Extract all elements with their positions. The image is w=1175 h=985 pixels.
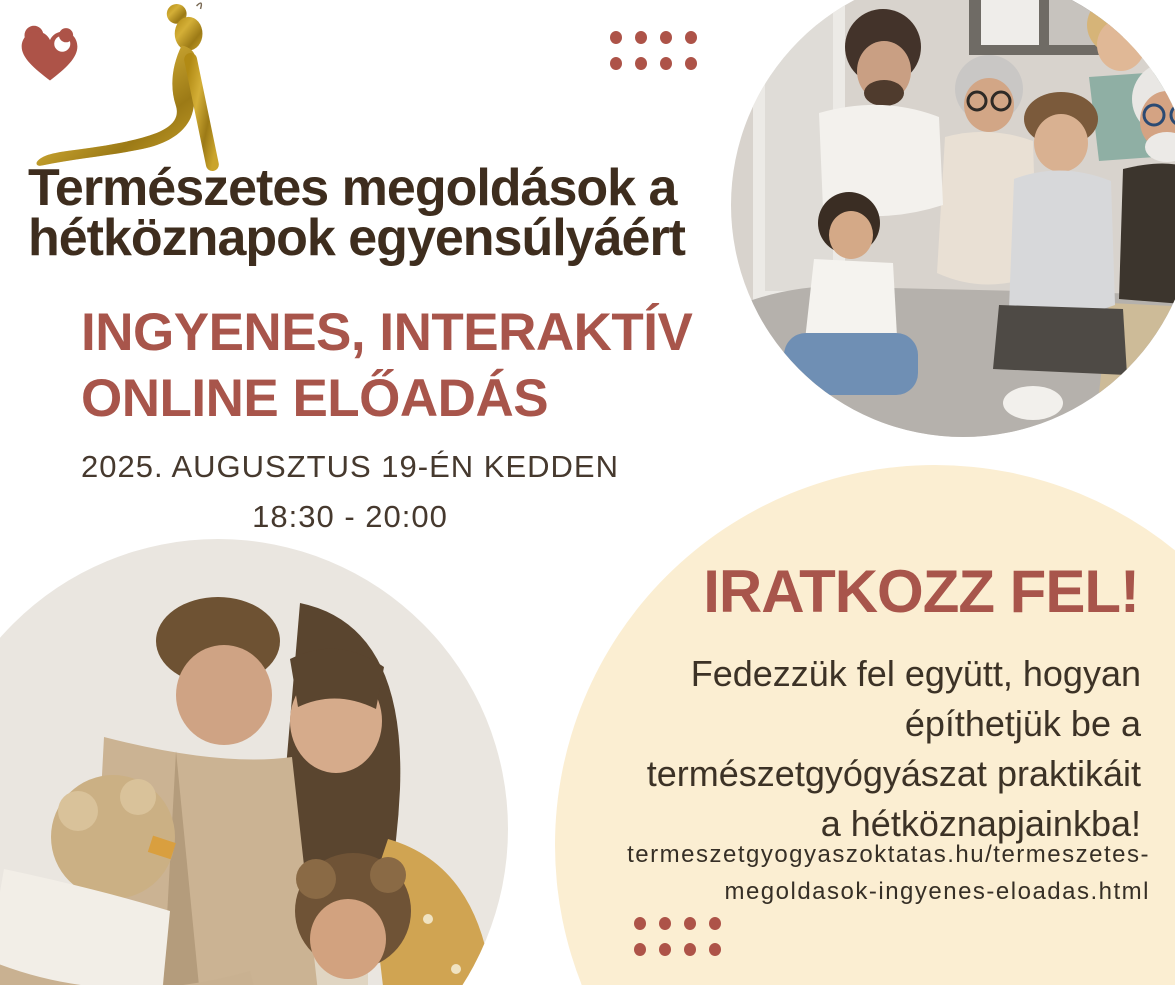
dot [684,943,696,956]
dot [660,31,672,44]
dot [635,57,647,70]
dot [610,57,622,70]
dot [685,31,697,44]
event-subtitle-line-2: ONLINE ELŐADÁS [81,369,549,428]
signup-description [647,649,1141,849]
decorative-dot-grid-top [610,31,710,83]
signup-heading: IRATKOZZ FEL! [703,558,1139,625]
main-title [28,159,685,267]
dot [634,943,646,956]
dot [709,917,721,930]
dot [709,943,721,956]
dot [684,917,696,930]
signup-description-line-4: a hétköznapjainkba! [820,803,1141,844]
event-subtitle-line-1: INGYENES, INTERAKTÍV [81,303,693,362]
event-subtitle [81,300,692,432]
event-date: 2025. AUGUSZTUS 19-ÉN KEDDEN [81,449,619,484]
family-photo-bottom-left [0,539,508,985]
dot [659,943,671,956]
signup-url [627,836,1150,910]
signup-url-line-1: termeszetgyogyaszoktatas.hu/termeszetes- [627,841,1150,868]
signup-description-line-2: építhetjük be a [904,703,1141,744]
yoga-cobra-pose-gold-icon [30,0,258,182]
main-title-line-1: Természetes megoldások a [28,159,677,217]
signup-description-line-1: Fedezzük fel együtt, hogyan [690,653,1141,694]
signup-url-line-2: megoldasok-ingyenes-eloadas.html [724,878,1150,905]
dot [610,31,622,44]
decorative-dot-grid-bottom [634,917,734,969]
family-photo-bottom-left-illustration [0,539,508,985]
main-title-line-2: hétköznapok egyensúlyáért [28,209,685,267]
dot [660,57,672,70]
event-time: 18:30 - 20:00 [252,499,448,534]
dot [659,917,671,930]
family-photo-top-right-illustration [731,0,1175,437]
dot [634,917,646,930]
dot [685,57,697,70]
event-schedule [40,442,660,542]
dot [635,31,647,44]
yoga-pose-graphic [30,0,258,183]
family-photo-top-right [731,0,1175,437]
signup-description-line-3: természetgyógyászat praktikáit [646,753,1141,794]
